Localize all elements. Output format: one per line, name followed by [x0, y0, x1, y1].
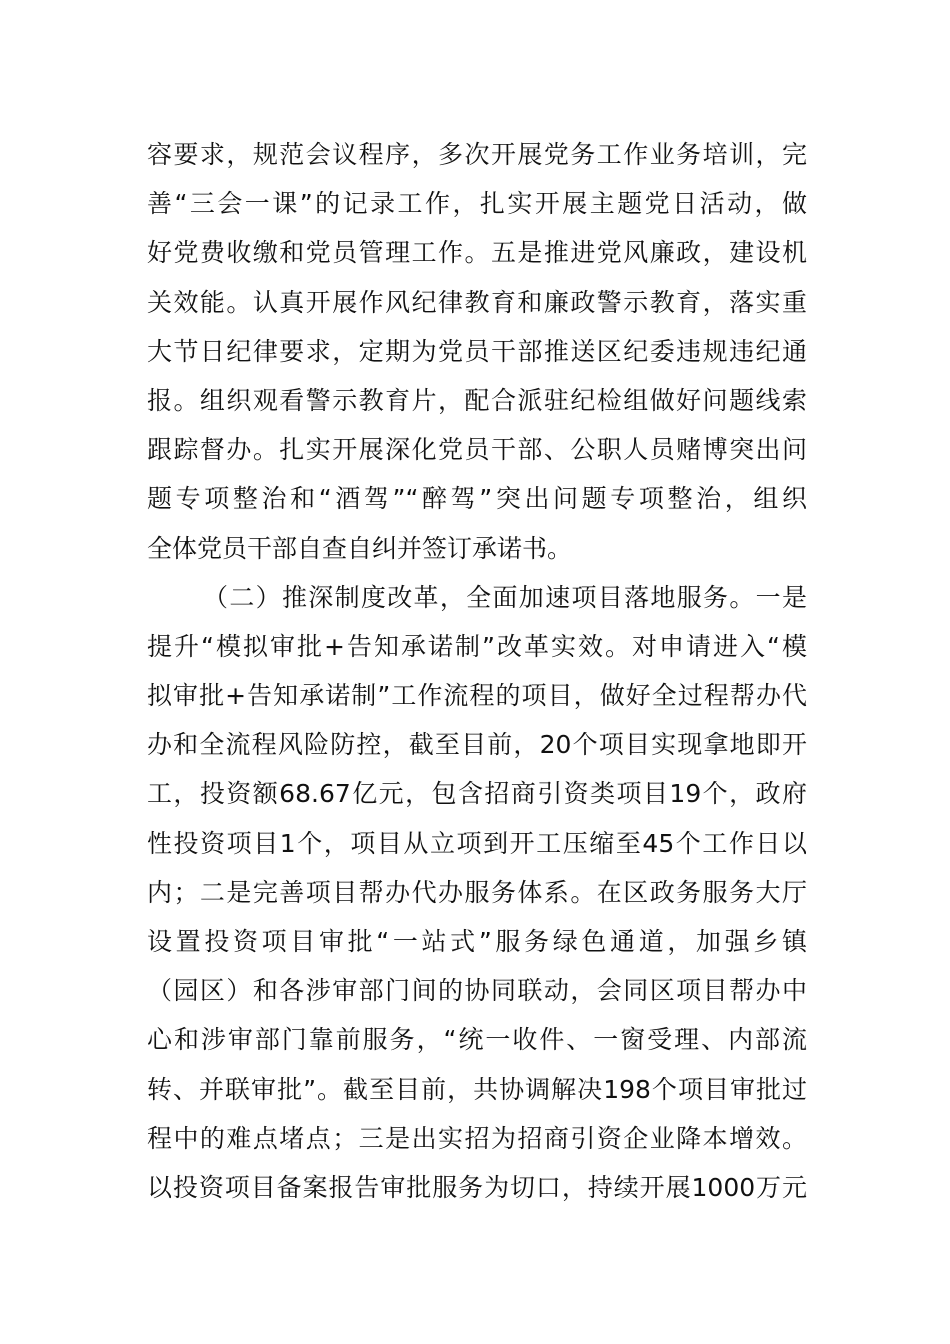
- text-line: 提升“模拟审批+告知承诺制”改革实效。对申请进入“模: [147, 631, 807, 661]
- text-line: 好党费收缴和党员管理工作。五是推进党风廉政，建设机: [147, 238, 807, 268]
- text-line: 关效能。认真开展作风纪律教育和廉政警示教育，落实重: [147, 287, 807, 317]
- text-line: 跟踪督办。扎实开展深化党员干部、公职人员赌博突出问: [147, 435, 807, 465]
- text-line: （二）推深制度改革，全面加速项目落地服务。一是: [203, 582, 807, 612]
- text-line: 性投资项目1个，项目从立项到开工压缩至45个工作日以: [147, 828, 807, 858]
- text-line: 善“三会一课”的记录工作，扎实开展主题党日活动，做: [147, 189, 807, 219]
- text-line: 报。组织观看警示教育片，配合派驻纪检组做好问题线索: [147, 385, 807, 415]
- text-line: 设置投资项目审批“一站式”服务绿色通道，加强乡镇: [147, 927, 807, 956]
- text-line: 拟审批+告知承诺制”工作流程的项目，做好全过程帮办代: [147, 681, 807, 711]
- text-line: （园区）和各涉审部门间的协同联动，会同区项目帮办中: [147, 976, 807, 1006]
- text-line: 内；二是完善项目帮办代办服务体系。在区政务服务大厅: [147, 877, 807, 907]
- text-line: 以投资项目备案报告审批服务为切口，持续开展1000万元: [147, 1172, 807, 1202]
- text-line: 题专项整治和“酒驾”“醉驾”突出问题专项整治，组织: [147, 484, 807, 514]
- text-line: 全体党员干部自查自纠并签订承诺书。: [147, 533, 573, 563]
- text-line: 大节日纪律要求，定期为党员干部推送区纪委违规违纪通: [147, 336, 807, 366]
- text-line: 工，投资额68.67亿元，包含招商引资类项目19个，政府: [147, 779, 807, 809]
- body-text: [147, 130, 807, 1212]
- text-line: 办和全流程风险防控，截至目前，20个项目实现拿地即开: [147, 730, 807, 760]
- text-line: 转、并联审批”。截至目前，共协调解决198个项目审批过: [147, 1074, 807, 1104]
- text-line: 心和涉审部门靠前服务，“统一收件、一窗受理、内部流: [147, 1025, 807, 1055]
- text-line: 容要求，规范会议程序，多次开展党务工作业务培训，完: [147, 140, 807, 169]
- text-line: 程中的难点堵点；三是出实招为招商引资企业降本增效。: [147, 1123, 807, 1153]
